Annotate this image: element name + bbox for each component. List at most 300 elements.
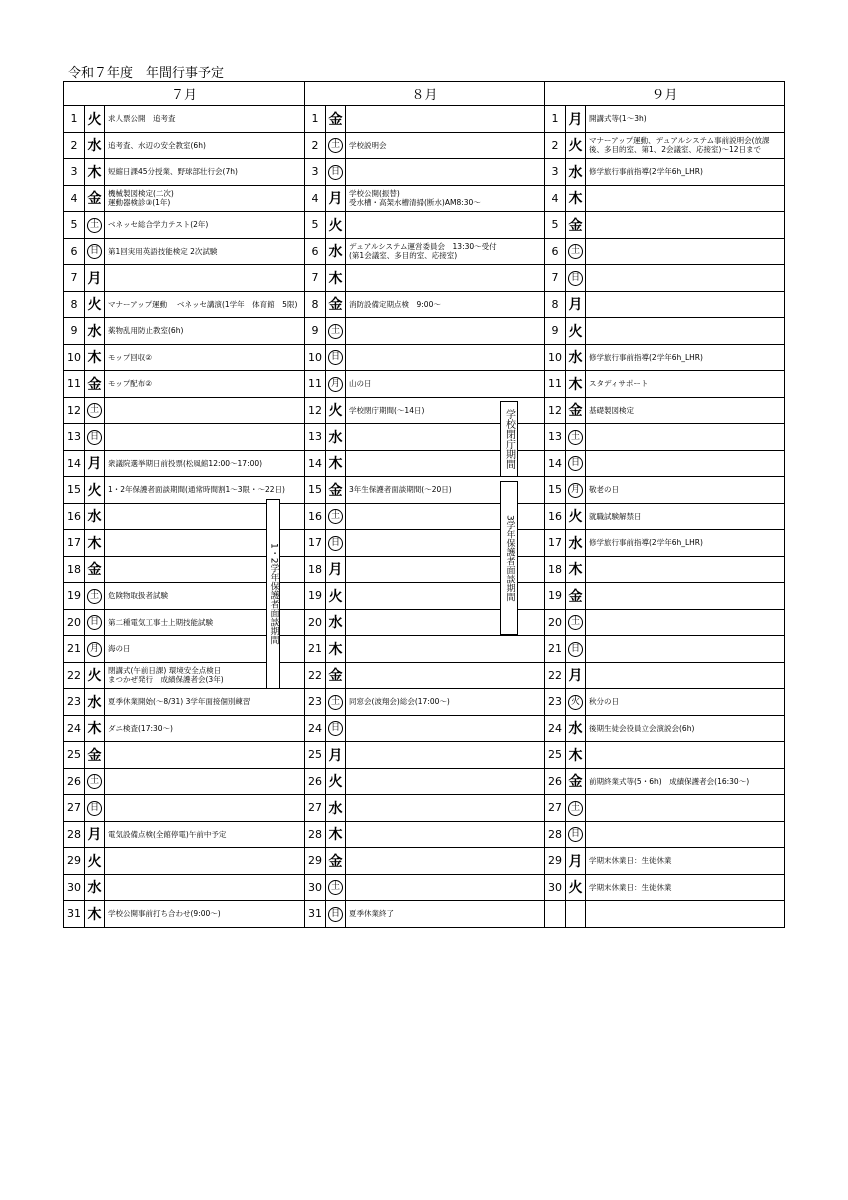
day-number: 4 [305, 185, 326, 212]
day-row [64, 318, 305, 345]
aug-interview-period-label: 3学年保護者面談期間 [500, 481, 518, 635]
weekday: 火 [85, 662, 105, 689]
weekday: 木 [326, 636, 346, 663]
day-number: 30 [64, 874, 85, 901]
weekday [85, 424, 105, 451]
event-text [586, 821, 785, 848]
event-text: 学校公開(振替) 受水槽・高架水槽清掃(断水)AM8:30～ [346, 185, 545, 212]
event-text: デュアルシステム運営委員会 13:30～受付 (第1会議室、多目的室、応接室) [346, 238, 545, 265]
event-text: 電気設備点検(全館停電)午前中予定 [105, 821, 305, 848]
weekday: 火 [85, 848, 105, 875]
weekday: 月 [85, 265, 105, 292]
event-text: ベネッセ総合学力テスト(2年) [105, 212, 305, 239]
day-number: 5 [64, 212, 85, 239]
event-text [586, 742, 785, 769]
day-number: 10 [545, 344, 566, 371]
event-text [346, 318, 545, 345]
day-number: 29 [64, 848, 85, 875]
event-text: 閉講式(午前日課) 環境安全点検日 まつかぜ発行 成績保護者会(3年) [105, 662, 305, 689]
weekday: 火 [326, 768, 346, 795]
day-row [305, 132, 545, 159]
weekday: 火 [566, 503, 586, 530]
event-text [586, 901, 785, 928]
day-number: 28 [64, 821, 85, 848]
day-number: 16 [64, 503, 85, 530]
day-row [305, 265, 545, 292]
day-number: 18 [545, 556, 566, 583]
day-row [545, 583, 785, 610]
day-number: 1 [305, 106, 326, 133]
weekday: 金 [326, 477, 346, 504]
page-title: 令和７年度 年間行事予定 [68, 66, 225, 81]
holiday-weekday-circle: 土 [87, 589, 102, 604]
day-number: 18 [64, 556, 85, 583]
event-text [586, 185, 785, 212]
event-text: 就職試験解禁日 [586, 503, 785, 530]
day-row [305, 715, 545, 742]
weekday: 木 [326, 450, 346, 477]
day-number: 11 [545, 371, 566, 398]
holiday-weekday-circle: 土 [328, 695, 343, 710]
day-number: 9 [64, 318, 85, 345]
event-text: ダニ検査(17:30～) [105, 715, 305, 742]
event-text: スタディサポート [586, 371, 785, 398]
day-row [305, 636, 545, 663]
day-number: 10 [64, 344, 85, 371]
weekday [85, 238, 105, 265]
day-number: 20 [545, 609, 566, 636]
day-number: 6 [64, 238, 85, 265]
event-text: マナーアップ運動、デュアルシステム事前説明会(放課後、多目的室、第1、2会議室、応接室)～12日まで [586, 132, 785, 159]
holiday-weekday-circle: 日 [328, 907, 343, 922]
day-number: 24 [305, 715, 326, 742]
day-number: 14 [64, 450, 85, 477]
day-number: 26 [64, 768, 85, 795]
day-number: 13 [305, 424, 326, 451]
event-text [586, 636, 785, 663]
day-row [545, 238, 785, 265]
event-text [346, 742, 545, 769]
event-text: 秋分の日 [586, 689, 785, 716]
day-row [64, 159, 305, 186]
weekday: 火 [566, 874, 586, 901]
weekday: 水 [566, 344, 586, 371]
event-text [105, 848, 305, 875]
holiday-weekday-circle: 日 [87, 615, 102, 630]
event-text [586, 583, 785, 610]
day-number: 12 [305, 397, 326, 424]
event-text [346, 265, 545, 292]
weekday: 金 [326, 291, 346, 318]
event-text: 山の日 [346, 371, 545, 398]
holiday-weekday-circle: 日 [568, 827, 583, 842]
event-text: 学期末休業日：生徒休業 [586, 874, 785, 901]
day-number: 10 [305, 344, 326, 371]
weekday: 金 [85, 185, 105, 212]
day-row [305, 371, 545, 398]
weekday [566, 821, 586, 848]
event-text: 後期生徒会役員立会演説会(6h) [586, 715, 785, 742]
day-number: 1 [64, 106, 85, 133]
weekday: 木 [85, 901, 105, 928]
event-text: 海の日 [105, 636, 305, 663]
holiday-weekday-circle: 土 [87, 218, 102, 233]
holiday-weekday-circle: 土 [568, 430, 583, 445]
day-number: 21 [305, 636, 326, 663]
weekday [85, 397, 105, 424]
day-row [545, 609, 785, 636]
weekday [566, 609, 586, 636]
day-row [305, 874, 545, 901]
day-row [305, 742, 545, 769]
event-text: 消防設備定期点検 9:00～ [346, 291, 545, 318]
weekday [85, 768, 105, 795]
day-row [64, 212, 305, 239]
event-text: 修学旅行事前指導(2学年6h_LHR) [586, 344, 785, 371]
weekday [566, 795, 586, 822]
day-number: 4 [545, 185, 566, 212]
holiday-weekday-circle: 日 [328, 165, 343, 180]
event-text: 前期終業式等(5・6h) 成績保護者会(16:30～) [586, 768, 785, 795]
day-row [64, 715, 305, 742]
event-text [586, 318, 785, 345]
weekday: 木 [85, 530, 105, 557]
event-text [586, 291, 785, 318]
day-number: 3 [305, 159, 326, 186]
july-interview-period-label: 1・2学年保護者面談期間 [266, 499, 280, 689]
month-header: ８月 [305, 82, 545, 106]
event-text [346, 636, 545, 663]
weekday: 火 [326, 212, 346, 239]
day-number: 18 [305, 556, 326, 583]
weekday: 木 [85, 344, 105, 371]
day-row [305, 689, 545, 716]
event-text: 夏季休業終了 [346, 901, 545, 928]
day-number: 7 [305, 265, 326, 292]
day-number: 15 [545, 477, 566, 504]
weekday: 木 [566, 742, 586, 769]
weekday: 火 [85, 106, 105, 133]
day-number: 28 [545, 821, 566, 848]
weekday [326, 371, 346, 398]
event-text: 薬物乱用防止教室(6h) [105, 318, 305, 345]
event-text: 求人票公開 追考査 [105, 106, 305, 133]
day-number: 12 [545, 397, 566, 424]
day-number: 22 [545, 662, 566, 689]
holiday-weekday-circle: 日 [328, 536, 343, 551]
day-number: 19 [545, 583, 566, 610]
event-text: 開講式等(1～3h) [586, 106, 785, 133]
weekday: 水 [85, 689, 105, 716]
day-number: 26 [305, 768, 326, 795]
weekday: 木 [85, 715, 105, 742]
event-text [586, 238, 785, 265]
weekday: 月 [326, 556, 346, 583]
day-row [305, 238, 545, 265]
day-row [545, 265, 785, 292]
day-row [64, 265, 305, 292]
day-row [545, 159, 785, 186]
event-text: 危険物取扱者試験 [105, 583, 305, 610]
day-number: 8 [305, 291, 326, 318]
event-text [586, 424, 785, 451]
day-number: 25 [545, 742, 566, 769]
holiday-weekday-circle: 火 [568, 695, 583, 710]
weekday: 水 [326, 609, 346, 636]
weekday: 水 [85, 318, 105, 345]
day-number: 30 [305, 874, 326, 901]
holiday-weekday-circle: 土 [568, 615, 583, 630]
weekday: 金 [566, 397, 586, 424]
aug-school-closed-label: 学校閉庁期間 [500, 401, 518, 477]
day-number: 13 [545, 424, 566, 451]
weekday [326, 689, 346, 716]
weekday [326, 159, 346, 186]
day-row [545, 450, 785, 477]
day-row [305, 901, 545, 928]
holiday-weekday-circle: 土 [328, 324, 343, 339]
day-number: 9 [305, 318, 326, 345]
day-row [305, 159, 545, 186]
event-text: 学校公開事前打ち合わせ(9:00～) [105, 901, 305, 928]
day-row [545, 106, 785, 133]
event-text [346, 795, 545, 822]
weekday: 金 [85, 371, 105, 398]
event-text: 夏季休業開始(～8/31) 3学年面接個別練習 [105, 689, 305, 716]
weekday: 月 [566, 848, 586, 875]
day-row [545, 530, 785, 557]
weekday [85, 583, 105, 610]
day-row [545, 132, 785, 159]
weekday [566, 265, 586, 292]
event-text [346, 159, 545, 186]
holiday-weekday-circle: 日 [87, 801, 102, 816]
event-text [586, 662, 785, 689]
event-text [346, 212, 545, 239]
holiday-weekday-circle: 日 [87, 430, 102, 445]
day-number: 23 [305, 689, 326, 716]
day-number: 2 [64, 132, 85, 159]
day-number: 12 [64, 397, 85, 424]
event-text [586, 609, 785, 636]
day-number: 22 [305, 662, 326, 689]
day-number: 20 [305, 609, 326, 636]
weekday [566, 636, 586, 663]
day-number: 9 [545, 318, 566, 345]
event-text: 同窓会(波翔会)総会(17:00～) [346, 689, 545, 716]
event-text [586, 450, 785, 477]
day-number: 16 [545, 503, 566, 530]
day-row [64, 397, 305, 424]
day-row [64, 185, 305, 212]
day-number: 20 [64, 609, 85, 636]
holiday-weekday-circle: 日 [87, 244, 102, 259]
day-row [545, 344, 785, 371]
event-text: 学校説明会 [346, 132, 545, 159]
event-text [346, 106, 545, 133]
weekday: 金 [85, 742, 105, 769]
holiday-weekday-circle: 土 [87, 774, 102, 789]
day-number: 2 [545, 132, 566, 159]
day-number: 2 [305, 132, 326, 159]
day-number: 4 [64, 185, 85, 212]
weekday [326, 715, 346, 742]
day-row [64, 795, 305, 822]
day-number: 15 [305, 477, 326, 504]
day-row [305, 291, 545, 318]
weekday [326, 503, 346, 530]
weekday: 水 [566, 159, 586, 186]
day-row [545, 689, 785, 716]
weekday: 水 [566, 530, 586, 557]
day-number: 14 [305, 450, 326, 477]
month-header: ７月 [64, 82, 305, 106]
event-text [105, 265, 305, 292]
weekday: 木 [326, 265, 346, 292]
weekday: 月 [85, 821, 105, 848]
day-row [545, 291, 785, 318]
holiday-weekday-circle: 土 [328, 880, 343, 895]
event-text: 短縮日課45分授業、野球部壮行会(7h) [105, 159, 305, 186]
day-number: 31 [64, 901, 85, 928]
day-number: 23 [64, 689, 85, 716]
weekday: 水 [566, 715, 586, 742]
holiday-weekday-circle: 土 [87, 403, 102, 418]
weekday [326, 344, 346, 371]
event-text [105, 795, 305, 822]
holiday-weekday-circle: 土 [568, 244, 583, 259]
day-row [64, 424, 305, 451]
day-number: 31 [305, 901, 326, 928]
day-number: 21 [64, 636, 85, 663]
day-number: 17 [305, 530, 326, 557]
event-text [586, 265, 785, 292]
day-number: 24 [64, 715, 85, 742]
day-row [64, 106, 305, 133]
day-row [305, 821, 545, 848]
event-text [105, 874, 305, 901]
day-number: 29 [545, 848, 566, 875]
day-row [545, 212, 785, 239]
day-number: 19 [64, 583, 85, 610]
day-number: 21 [545, 636, 566, 663]
weekday [566, 689, 586, 716]
day-number: 24 [545, 715, 566, 742]
weekday [85, 795, 105, 822]
weekday: 水 [326, 795, 346, 822]
day-number: 11 [64, 371, 85, 398]
day-number: 28 [305, 821, 326, 848]
day-row [64, 848, 305, 875]
event-text [346, 821, 545, 848]
event-text [346, 344, 545, 371]
event-text: 第1回実用英語技能検定 2次試験 [105, 238, 305, 265]
day-number [545, 901, 566, 928]
holiday-weekday-circle: 日 [568, 456, 583, 471]
day-row [545, 477, 785, 504]
day-row [64, 768, 305, 795]
day-number: 22 [64, 662, 85, 689]
day-row [545, 715, 785, 742]
weekday: 金 [85, 556, 105, 583]
day-number: 27 [305, 795, 326, 822]
weekday: 金 [566, 583, 586, 610]
day-row [545, 874, 785, 901]
day-row [305, 106, 545, 133]
event-text: 修学旅行事前指導(2学年6h_LHR) [586, 159, 785, 186]
calendar-table [544, 81, 785, 928]
weekday: 水 [85, 503, 105, 530]
event-text: 学校閉庁期間(～14日) [346, 397, 545, 424]
event-text: モップ配布② [105, 371, 305, 398]
day-row [545, 185, 785, 212]
day-row [64, 821, 305, 848]
day-number: 6 [545, 238, 566, 265]
day-row [545, 662, 785, 689]
day-number: 29 [305, 848, 326, 875]
weekday: 木 [566, 371, 586, 398]
day-row [545, 901, 785, 928]
day-row [64, 238, 305, 265]
event-text [346, 874, 545, 901]
weekday: 金 [566, 768, 586, 795]
month-september [544, 81, 785, 929]
weekday: 月 [566, 291, 586, 318]
day-number: 8 [64, 291, 85, 318]
weekday: 火 [326, 583, 346, 610]
day-number: 27 [64, 795, 85, 822]
day-number: 3 [545, 159, 566, 186]
weekday: 木 [566, 185, 586, 212]
event-text [586, 556, 785, 583]
holiday-weekday-circle: 日 [328, 350, 343, 365]
day-number: 14 [545, 450, 566, 477]
weekday: 木 [566, 556, 586, 583]
day-number: 17 [545, 530, 566, 557]
event-text: モップ回収② [105, 344, 305, 371]
weekday: 月 [566, 106, 586, 133]
event-text: 敬老の日 [586, 477, 785, 504]
event-text [346, 715, 545, 742]
day-number: 30 [545, 874, 566, 901]
day-row [545, 795, 785, 822]
day-number: 25 [305, 742, 326, 769]
day-row [545, 397, 785, 424]
day-number: 13 [64, 424, 85, 451]
weekday: 月 [326, 185, 346, 212]
day-row [545, 371, 785, 398]
day-row [64, 742, 305, 769]
day-row [305, 185, 545, 212]
day-number: 8 [545, 291, 566, 318]
day-number: 17 [64, 530, 85, 557]
weekday: 金 [566, 212, 586, 239]
day-row [64, 344, 305, 371]
day-row [545, 503, 785, 530]
holiday-weekday-circle: 月 [328, 377, 343, 392]
day-row [64, 874, 305, 901]
weekday: 火 [326, 397, 346, 424]
weekday: 水 [326, 238, 346, 265]
weekday [566, 477, 586, 504]
event-text: マナーアップ運動 ベネッセ講演(1学年 体育館 5限) [105, 291, 305, 318]
event-text: 第二種電気工事士上期技能試験 [105, 609, 305, 636]
weekday [566, 238, 586, 265]
day-row [305, 848, 545, 875]
day-row [305, 795, 545, 822]
day-row [64, 450, 305, 477]
weekday [566, 901, 586, 928]
